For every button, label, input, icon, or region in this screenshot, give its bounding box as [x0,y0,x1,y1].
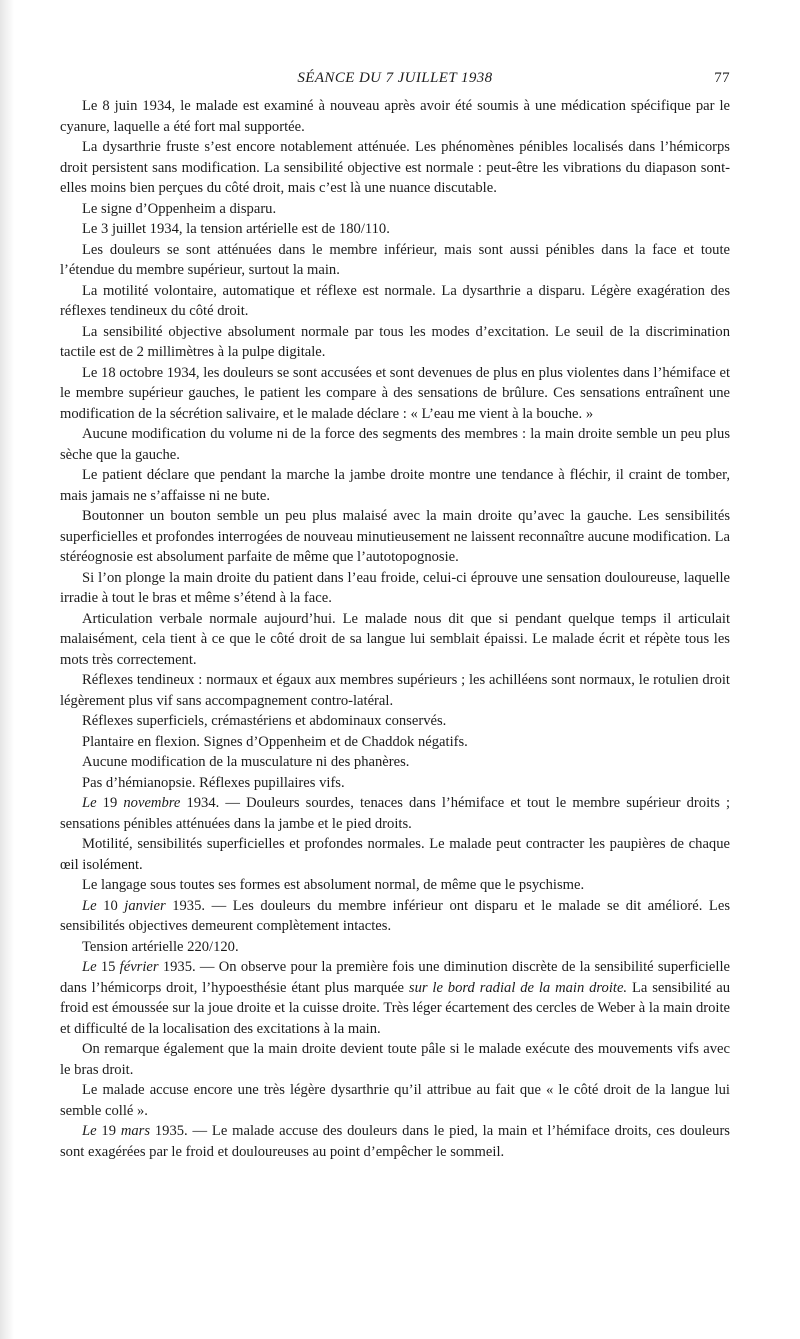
page-number: 77 [714,70,730,86]
text-run: Les douleurs se sont atténuées dans le membre inférieur, mais sont aussi pénibles dans la face et toute l’étendue du membre supérieur, surtout la main. [60,241,730,278]
paragraph [60,834,730,875]
italic-text: Le [82,795,97,811]
text-run: La motilité volontaire, automatique et réflexe est normale. La dysarthrie a disparu. Légère exagération des réflexes tendineux du côté droit. [60,282,730,319]
paragraph [60,957,730,1039]
paragraph [60,937,730,958]
text-run: Le malade accuse encore une très légère dysarthrie qu’il attribue au fait que « le côté droit de la langue lui semble collé ». [60,1082,730,1119]
text-run: Pas d’hémianopsie. Réflexes pupillaires vifs. [82,774,345,791]
paragraph [60,96,730,137]
text-run: 15 [96,959,120,975]
text-run: Le 18 octobre 1934, les douleurs se sont accusées et sont devenues de plus en plus violentes dans l’hémiface et le membre supérieur gauches, le patient les compare à des sensations de brûlure. Ces sensations entraînent une modification de la sécrétion salivaire, et le malade déclare : « L’eau me vient à la bouche. » [60,364,730,422]
paragraph [60,219,730,240]
text-run: Si l’on plonge la main droite du patient dans l’eau froide, celui-ci éprouve une sensation douloureuse, laquelle irradie à tout le bras et même s’étend à la face. [60,569,730,606]
italic-text: novembre [123,795,181,811]
text-run: Le patient déclare que pendant la marche la jambe droite montre une tendance à fléchir, il craint de tomber, mais jamais ne s’affaisse ni ne bute. [60,467,730,504]
italic-text: Le [82,959,97,975]
paragraph [60,732,730,753]
paragraph [60,1039,730,1080]
text-run: Tension artérielle 220/120. [82,938,239,955]
italic-text: mars [120,1123,151,1139]
text-run: 1935. — Les douleurs du membre inférieur ont disparu et le malade se dit amélioré. Les sensibilités objectives demeurent complètement intactes. [60,897,731,934]
italic-text: janvier [124,897,166,914]
text-run: La sensibilité objective absolument normale par tous les modes d’excitation. Le seuil de la discrimination tactile est de 2 millimètres à la pulpe digitale. [60,323,730,360]
text-run: Réflexes superficiels, crémastériens et abdominaux conservés. [82,713,447,729]
text-run: 1935. — On observe pour la première fois une diminution discrète de la sensibilité superficielle dans l’hémicorps droit, l’hypoesthésie étant plus marquée [60,959,730,996]
text-run: La sensibilité au froid est émoussée sur la joue droite et la cuisse droite. Très léger écartement des cercles de Weber à la main droite et difficulté de la localisation des excitations à la main. [60,979,731,1037]
paragraph [60,896,730,937]
text-run: Le 8 juin 1934, le malade est examiné à nouveau après avoir été soumis à une médication spécifique par le cyanure, laquelle a été fort mal supportée. [60,98,730,135]
text-run: Réflexes tendineux : normaux et égaux aux membres supérieurs ; les achilléens sont normaux, le rotulien droit légèrement plus vif sans accompagnement contro-latéral. [60,672,730,709]
italic-text: Le [82,897,97,914]
italic-text: sur le bord radial de la main droite. [408,979,628,996]
text-run: Articulation verbale normale aujourd’hui. Le malade nous dit que si pendant quelque temps il articulait malaisément, cela tient à ce que le côté droit de sa langue lui semblait épaissi. Le malade écrit et répète tous les mots très correctement. [60,610,730,668]
paragraph [60,1121,730,1162]
text-run: 1935. — Le malade accuse des douleurs dans le pied, la main et l’hémiface droits, ces douleurs sont exagérées par le froid et douloureuses au point d’empêcher le sommeil. [60,1123,730,1160]
text-run: 19 [96,795,124,811]
paragraph [60,199,730,220]
paragraph [60,752,730,773]
page-edge-shadow [0,0,14,1339]
paragraph [60,322,730,363]
running-header [60,70,730,96]
paragraph [60,670,730,711]
paragraph [60,465,730,506]
text-run: La dysarthrie fruste s’est encore notablement atténuée. Les phénomènes pénibles localisés dans l’hémicorps droit persistent sans modification. La sensibilité objective est normale : peut-être les vibrations du diapason sont-elles moins bien perçues du côté droit, mais c’est là une nuance discutable. [60,139,730,196]
body-text [60,96,730,1162]
paragraph [60,793,730,834]
paragraph [60,711,730,732]
italic-text: février [119,959,159,975]
text-run: Plantaire en flexion. Signes d’Oppenheim et de Chaddok négatifs. [82,733,468,750]
text-run: Le signe d’Oppenheim a disparu. [82,200,277,217]
text-run: On remarque également que la main droite devient toute pâle si le malade exécute des mouvements vifs avec le bras droit. [60,1041,730,1078]
paragraph [60,609,730,671]
paragraph [60,137,730,199]
paragraph [60,875,730,896]
paragraph [60,240,730,281]
paragraph [60,1080,730,1121]
header-title: SÉANCE DU 7 JUILLET 1938 [297,70,493,86]
paragraph [60,424,730,465]
text-run: Aucune modification du volume ni de la force des segments des membres : la main droite semble un peu plus sèche que la gauche. [60,426,730,463]
text-run: Boutonner un bouton semble un peu plus malaisé avec la main droite qu’avec la gauche. Les sensibilités superficielles et profondes interrogées de nouveau minutieusement ne laissent reconnaître aucune modification. La stéréognosie est absolument parfaite de même que l’autotopognosie. [60,508,730,565]
text-run: Aucune modification de la musculature ni des phanères. [82,754,410,770]
paragraph [60,363,730,425]
paragraph [60,773,730,794]
paragraph [60,506,730,568]
paragraph [60,568,730,609]
text-run: Motilité, sensibilités superficielles et profondes normales. Le malade peut contracter les paupières de chaque œil isolément. [60,836,730,873]
italic-text: Le [82,1123,97,1139]
text-run: 19 [96,1123,121,1139]
paragraph [60,281,730,322]
text-run: Le langage sous toutes ses formes est absolument normal, de même que le psychisme. [82,877,585,893]
text-run: 10 [96,897,125,914]
text-run: Le 3 juillet 1934, la tension artérielle est de 180/110. [82,221,390,237]
text-run: 1934. — Douleurs sourdes, tenaces dans l’hémiface et tout le membre supérieur droits ; sensations pénibles atténuées dans la jambe et le pied droits. [60,795,731,832]
